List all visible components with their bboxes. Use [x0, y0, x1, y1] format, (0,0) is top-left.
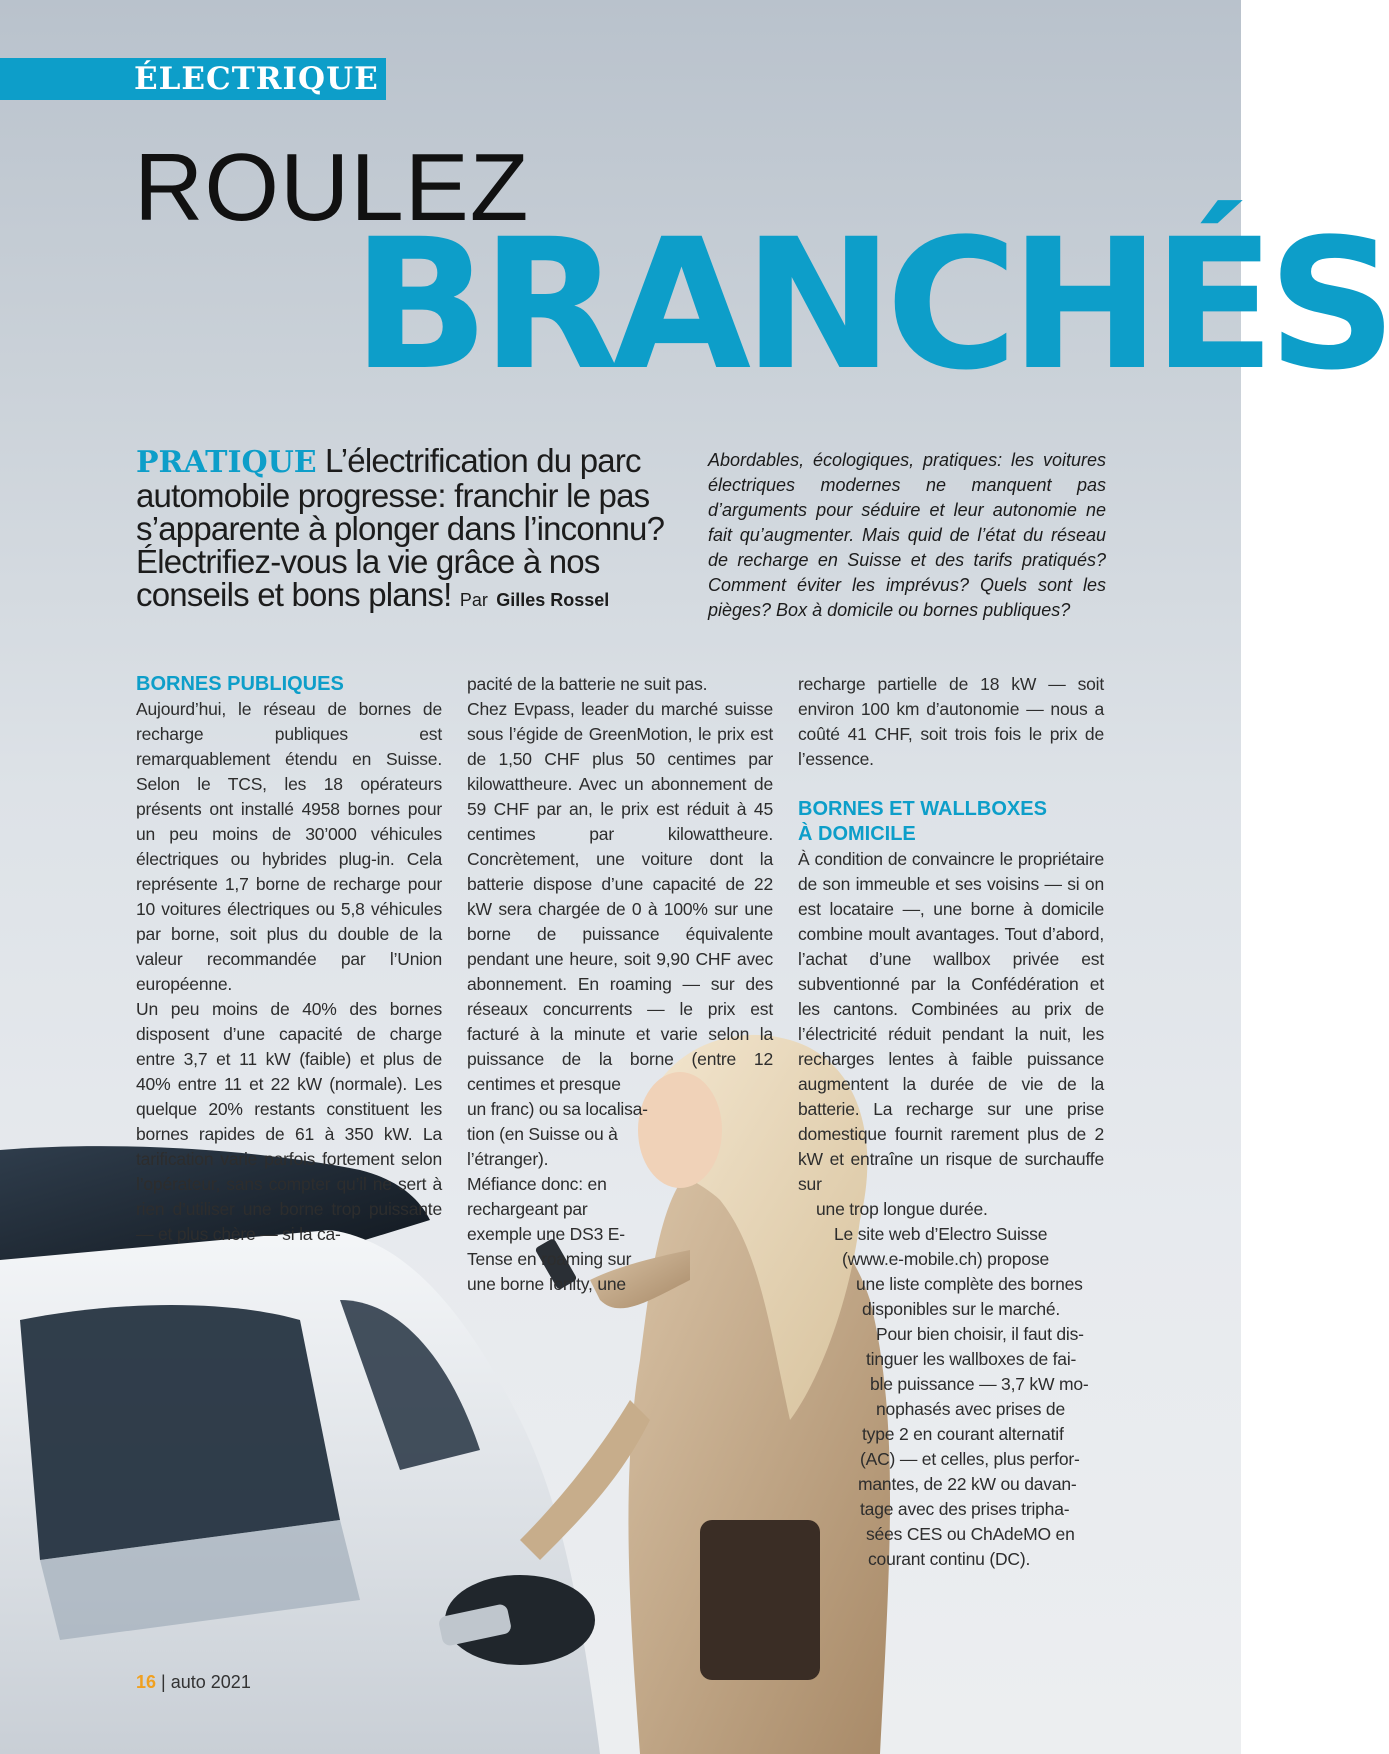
headline-line-2: BRANCHÉS: [352, 201, 1389, 410]
intro-paragraph: Abordables, écologiques, pratiques: les voitures électriques modernes ne manquent pas d’arguments pour séduire et leur autonomie ne fait qu’augmenter. Mais quid de l’état du réseau de recharge en Suisse et des tarifs pratiqués? Comment éviter les imprévus? Quels sont les pièges? Box à domicile ou bornes publiques?: [708, 450, 1106, 620]
byline-prefix: Par: [459, 590, 488, 610]
col2-line: Méfiance donc: en: [467, 1174, 607, 1194]
col3-paragraph-2: À condition de convaincre le propriétaire de son immeuble et ses voisins — si on est locataire —, une borne à domicile combine moult avantages. Tout d’abord, l’achat d’une wallbox privée est subventionné par la Confédération et les cantons. Combinées au prix de l’électricité réduit pendant la nuit, les recharges lentes à faible puissance augmentent la durée de vie de la batterie. La recharge sur une prise domestique fournit rarement plus de 2 kW et entraîne un risque de surchauffe sur: [798, 849, 1104, 1194]
col2-paragraph-1: pacité de la batterie ne suit pas.: [467, 674, 708, 694]
col3-line: ble puissance — 3,7 kW mo-: [870, 1374, 1089, 1394]
heading-line: À DOMICILE: [798, 823, 916, 845]
heading-bornes-publiques: BORNES PUBLIQUES: [136, 673, 344, 695]
col3-line: Le site web d’Electro Suisse: [834, 1224, 1048, 1244]
footer-separator: |: [161, 1672, 166, 1692]
headline-line-1: ROULEZ: [134, 134, 530, 241]
col3-paragraph-1: recharge partielle de 18 kW — soit environ 100 km d’autonomie — nous a coûté 41 CHF, soit trois fois le prix de l’essence.: [798, 674, 1104, 769]
col1-paragraph-1: Aujourd’hui, le réseau de bornes de recharge publiques est remarquablement étendu en Suisse. Selon le TCS, les 18 opérateurs présents ont installé 4958 bornes pour un peu moins de 30’000 véhicules électriques ou hybrides plug-in. Cela représente 1,7 borne de recharge pour 10 voitures électriques ou 5,8 véhicules par borne, soit plus du double de la valeur recommandée par l’Union européenne.: [136, 699, 442, 994]
col3-line: sées CES ou ChAdeMO en: [866, 1524, 1075, 1544]
byline-author: Gilles Rossel: [496, 590, 610, 610]
col3-line: (AC) — et celles, plus perfor-: [860, 1449, 1080, 1469]
col2-paragraph-2: Chez Evpass, leader du marché suisse sous l’égide de GreenMotion, le prix est de 1,50 CHF plus 50 centimes par kilowattheure. Avec un abonnement de 59 CHF par an, le prix est réduit à 45 centimes par kilowattheure. Concrètement, une voiture dont la batterie dispose d’une capacité de 22 kW sera chargée de 0 à 100% sur une borne de puissance équivalente pendant une heure, soit 9,90 CHF avec abonnement. En roaming — sur des réseaux concurrents — le prix est facturé à la minute et varie selon la puissance de la borne (entre 12 centimes et presque: [467, 699, 773, 1094]
col3-line: Pour bien choisir, il faut dis-: [876, 1324, 1084, 1344]
col2-line: tion (en Suisse ou à: [467, 1124, 618, 1144]
heading-line: BORNES ET WALLBOXES: [798, 798, 1047, 820]
col3-line: tage avec des prises tripha-: [860, 1499, 1070, 1519]
col3-line: courant continu (DC).: [868, 1549, 1031, 1569]
col3-line: type 2 en courant alternatif: [862, 1424, 1064, 1444]
article-column-1: [136, 672, 442, 1247]
publication-name: auto 2021: [170, 1672, 251, 1692]
heading-bornes-wallboxes: [798, 797, 1104, 847]
page-footer: [136, 1672, 251, 1693]
article-column-3: [798, 672, 1104, 1572]
col2-line: un franc) ou sa localisa-: [467, 1099, 648, 1119]
col3-line: disponibles sur le marché.: [862, 1299, 1061, 1319]
lead-paragraph: [136, 444, 682, 617]
col3-line: une liste complète des bornes: [856, 1274, 1083, 1294]
col2-line: exemple une DS3 E-: [467, 1224, 625, 1244]
col2-line: rechargeant par: [467, 1199, 588, 1219]
lead-text: L’électrification du parc automobile progresse: franchir le pas s’apparente à plonger dans l’inconnu? Électrifiez-vous la vie grâce à nos conseils et bons plans!: [136, 442, 665, 613]
col1-paragraph-2: Un peu moins de 40% des bornes disposent d’une capacité de charge entre 3,7 et 11 kW (faible) et plus de 40% entre 11 et 22 kW (normale). Les quelque 20% restants constituent les bornes rapides de 61 à 350 kW. La tarification varie parfois fortement selon l’opérateur, sans compter qu’il ne sert à rien d’utiliser une borne trop puissante — et plus chère — si la ca-: [136, 999, 442, 1244]
lead-kicker: PRATIQUE: [136, 445, 317, 480]
article-column-2: [467, 672, 773, 1297]
col3-line: tinguer les wallboxes de fai-: [866, 1349, 1077, 1369]
col3-line: mantes, de 22 kW ou davan-: [858, 1474, 1077, 1494]
col3-line: nophasés avec prises de: [876, 1399, 1065, 1419]
col2-line: Tense en roaming sur: [467, 1249, 632, 1269]
page-number: 16: [136, 1672, 157, 1692]
col3-line: une trop longue durée.: [816, 1199, 988, 1219]
col3-line: (www.e-mobile.ch) propose: [842, 1249, 1050, 1269]
section-tag: ÉLECTRIQUE: [0, 58, 386, 100]
col2-line: l’étranger).: [467, 1149, 549, 1169]
col2-line: une borne Ionity, une: [467, 1274, 626, 1294]
